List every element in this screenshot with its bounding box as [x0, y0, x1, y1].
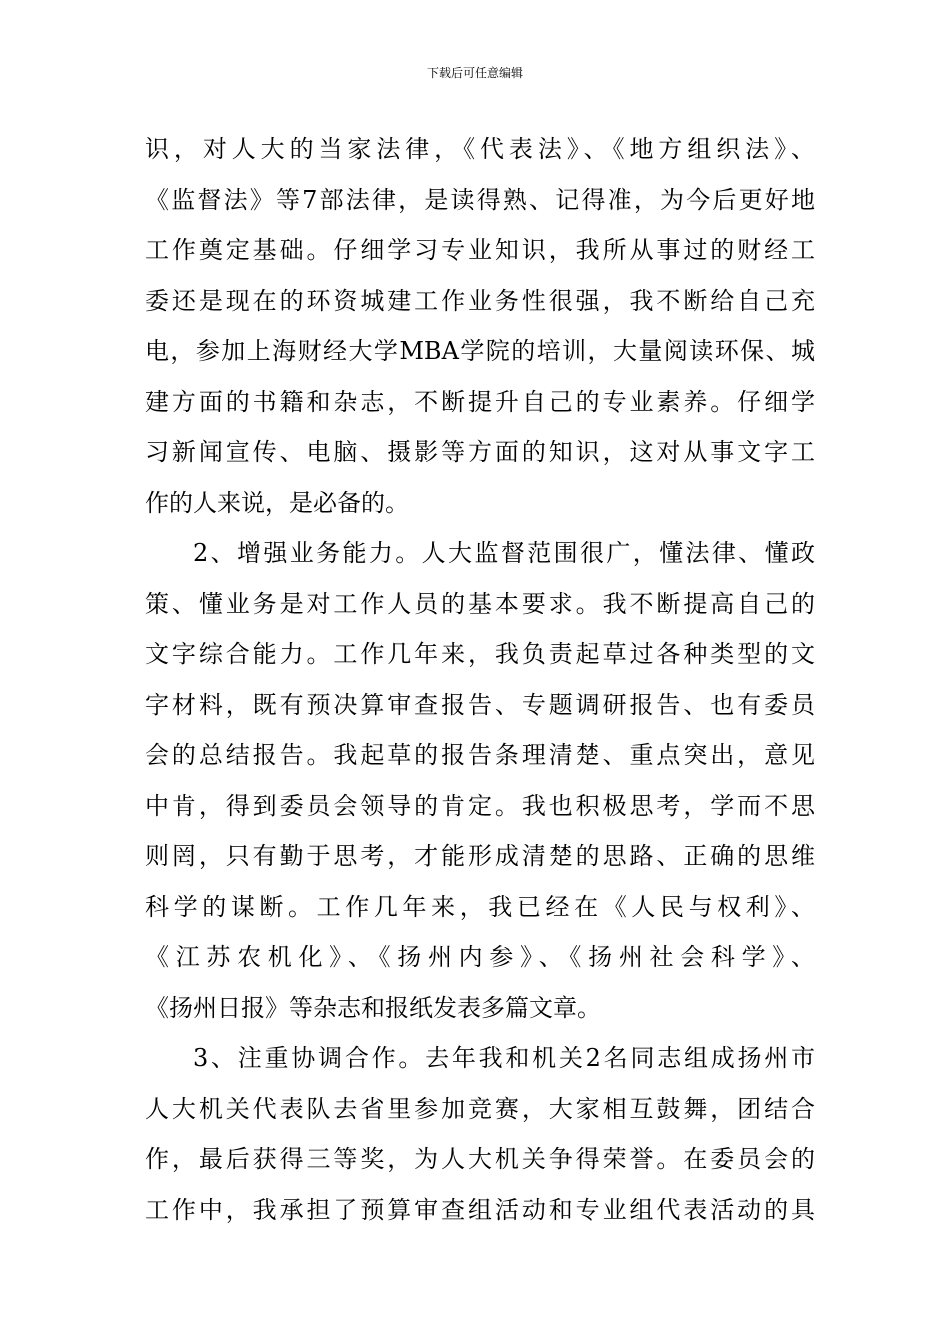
- text-line: 工作中，我承担了预算审查组活动和专业组代表活动的具: [145, 1195, 815, 1224]
- paragraph-start-line: 3、注重协调合作。去年我和机关2名同志组成扬州市: [193, 1044, 815, 1072]
- text-line: 文字综合能力。工作几年来，我负责起草过各种类型的文: [145, 640, 815, 668]
- text-line: 《江苏农机化》、《扬州内参》、《扬州社会科学》、: [145, 943, 815, 971]
- text-line: 字材料，既有预决算审查报告、专题调研报告、也有委员: [145, 690, 815, 719]
- text-line: 习新闻宣传、电脑、摄影等方面的知识，这对从事文字工: [145, 438, 815, 466]
- text-line: 人大机关代表队去省里参加竞赛，大家相互鼓舞，团结合: [145, 1094, 815, 1123]
- text-line: 工作奠定基础。仔细学习专业知识，我所从事过的财经工: [145, 236, 815, 264]
- text-line: 科学的谋断。工作几年来，我已经在《人民与权利》、: [145, 892, 815, 921]
- text-line: 会的总结报告。我起草的报告条理清楚、重点突出，意见: [145, 741, 815, 769]
- text-line: 《监督法》等7部法律，是读得熟、记得准，为今后更好地: [145, 185, 815, 214]
- text-line: 委还是现在的环资城建工作业务性很强，我不断给自己充: [145, 286, 815, 315]
- text-line: 中肯，得到委员会领导的肯定。我也积极思考，学而不思: [145, 791, 815, 820]
- text-line: 电，参加上海财经大学MBA学院的培训，大量阅读环保、城: [145, 337, 815, 365]
- paragraph-start-line: 2、增强业务能力。人大监督范围很广，懂法律、懂政: [193, 539, 815, 567]
- page-header: 下载后可任意编辑: [426, 66, 523, 80]
- text-line: 作，最后获得三等奖，为人大机关争得荣誉。在委员会的: [145, 1145, 815, 1173]
- text-line: 作的人来说，是必备的。: [145, 488, 409, 517]
- document-body: [145, 124, 815, 1235]
- text-line: 则罔，只有勤于思考，才能形成清楚的思路、正确的思维: [145, 842, 815, 870]
- text-line: 策、懂业务是对工作人员的基本要求。我不断提高自己的: [145, 589, 815, 618]
- text-line: 《扬州日报》等杂志和报纸发表多篇文章。: [145, 993, 601, 1022]
- text-line: 识，对人大的当家法律，《代表法》、《地方组织法》、: [145, 135, 815, 163]
- text-line: 建方面的书籍和杂志，不断提升自己的专业素养。仔细学: [145, 387, 815, 416]
